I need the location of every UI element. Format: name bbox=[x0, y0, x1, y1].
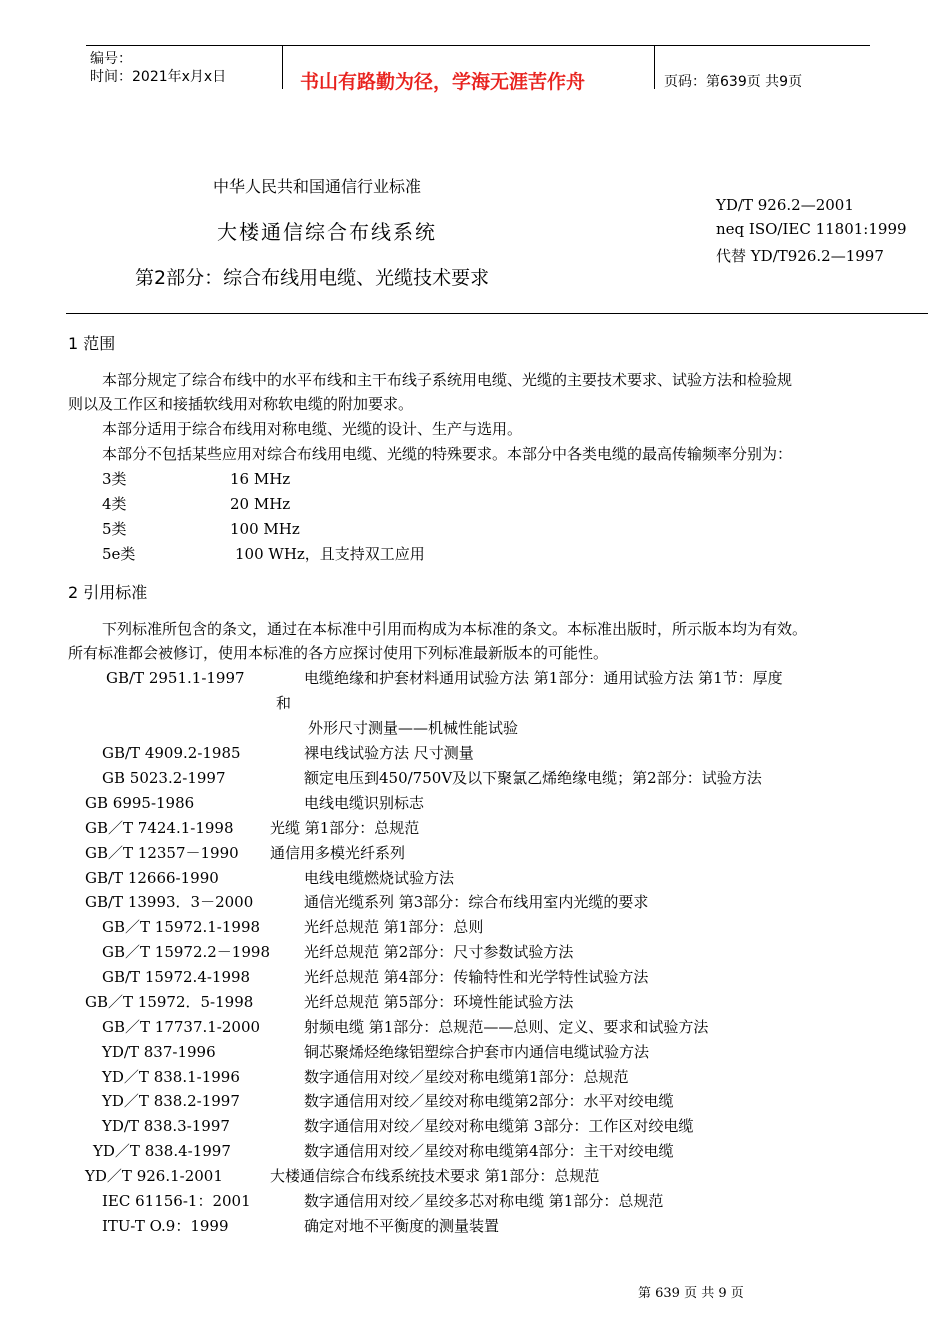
reference-title: 数字通信用对绞／星绞对称电缆第2部分：水平对绞电缆 bbox=[304, 1092, 674, 1110]
reference-title: 光纤总规范 第4部分：传输特性和光学特性试验方法 bbox=[304, 968, 649, 986]
reference-title: 光纤总规范 第2部分：尺寸参数试验方法 bbox=[304, 943, 574, 961]
section-2-paragraph-1: 下列标准所包含的条文，通过在本标准中引用而构成为本标准的条文。本标准出版时，所示版本均为有效。 bbox=[102, 620, 808, 638]
reference-code: ITU-T O.9：1999 bbox=[102, 1217, 229, 1235]
reference-title: 射频电缆 第1部分：总规范——总则、定义、要求和试验方法 bbox=[304, 1018, 709, 1036]
category-frequency: 20 MHz bbox=[230, 495, 291, 513]
footer-page-number: 第 639 页 共 9 页 bbox=[638, 1286, 744, 1301]
title-line-1: 中华人民共和国通信行业标准 bbox=[213, 177, 422, 196]
reference-code: GB 6995-1986 bbox=[85, 794, 195, 812]
reference-title: 电线电缆燃烧试验方法 bbox=[304, 869, 455, 887]
category-name: 3类 bbox=[102, 470, 127, 488]
reference-title: 额定电压到450/750V及以下聚氯乙烯绝缘电缆；第2部分：试验方法 bbox=[304, 769, 762, 787]
reference-code: GB/T 4909.2-1985 bbox=[102, 744, 241, 762]
reference-title: 外形尺寸测量——机械性能试验 bbox=[308, 719, 519, 737]
reference-code: YD／T 926.1-2001 bbox=[85, 1167, 223, 1185]
category-name: 5类 bbox=[102, 520, 127, 538]
category-name: 4类 bbox=[102, 495, 127, 513]
reference-title: 裸电线试验方法 尺寸测量 bbox=[304, 744, 474, 762]
header-motto: 书山有路勤为径，学海无涯苦作舟 bbox=[300, 71, 586, 93]
category-frequency: 100 WHz，且支持双工应用 bbox=[235, 545, 425, 563]
replaces-standard: 代替 YD/T926.2—1997 bbox=[716, 247, 884, 265]
section-2-paragraph-1-cont: 所有标准都会被修订，使用本标准的各方应探讨使用下列标准最新版本的可能性。 bbox=[68, 644, 609, 662]
reference-title: 铜芯聚烯烃绝缘铝塑综合护套市内通信电缆试验方法 bbox=[304, 1043, 650, 1061]
reference-title: 电缆绝缘和护套材料通用试验方法 第1部分：通用试验方法 第1节：厚度 bbox=[304, 669, 783, 687]
reference-title: 数字通信用对绞／星绞对称电缆第4部分：主干对绞电缆 bbox=[304, 1142, 674, 1160]
reference-code: YD/T 837-1996 bbox=[102, 1043, 216, 1061]
header-divider-right bbox=[654, 45, 655, 89]
reference-code: GB／T 15972.2－1998 bbox=[102, 943, 270, 961]
reference-code: GB／T 15972.1-1998 bbox=[102, 918, 261, 936]
equivalent-standard: neq ISO/IEC 11801:1999 bbox=[716, 220, 907, 238]
reference-title: 光缆 第1部分：总规范 bbox=[270, 819, 420, 837]
section-2-heading: 2 引用标准 bbox=[68, 583, 148, 602]
standard-code: YD/T 926.2—2001 bbox=[716, 196, 854, 214]
reference-title: 大楼通信综合布线系统技术要求 第1部分：总规范 bbox=[270, 1167, 600, 1185]
reference-title: 数字通信用对绞／星绞对称电缆第1部分：总规范 bbox=[304, 1068, 629, 1086]
reference-code: YD／T 838.1-1996 bbox=[102, 1068, 240, 1086]
reference-title: 数字通信用对绞／星绞对称电缆第 3部分：工作区对绞电缆 bbox=[304, 1117, 694, 1135]
reference-code: YD／T 838.4-1997 bbox=[93, 1142, 231, 1160]
reference-code: GB／T 17737.1-2000 bbox=[102, 1018, 261, 1036]
reference-code: IEC 61156-1：2001 bbox=[102, 1192, 251, 1210]
reference-code: GB/T 15972.4-1998 bbox=[102, 968, 251, 986]
section-1-paragraph-3: 本部分不包括某些应用对综合布线用电缆、光缆的特殊要求。本部分中各类电缆的最高传输频率分别为： bbox=[102, 445, 793, 463]
reference-title: 光纤总规范 第1部分：总则 bbox=[304, 918, 484, 936]
title-line-3: 第2部分：综合布线用电缆、光缆技术要求 bbox=[135, 267, 490, 289]
title-line-2: 大楼通信综合布线系统 bbox=[217, 220, 437, 244]
reference-title: 数字通信用对绞／星绞多芯对称电缆 第1部分：总规范 bbox=[304, 1192, 664, 1210]
category-frequency: 100 MHz bbox=[230, 520, 300, 538]
reference-title: 和 bbox=[276, 694, 292, 712]
reference-code: YD／T 838.2-1997 bbox=[102, 1092, 240, 1110]
header-divider-left bbox=[282, 45, 283, 89]
header-top-rule bbox=[86, 45, 870, 46]
reference-code: GB/T 2951.1-1997 bbox=[106, 669, 245, 687]
reference-title: 电线电缆识别标志 bbox=[304, 794, 425, 812]
reference-code: YD/T 838.3-1997 bbox=[102, 1117, 230, 1135]
title-separator-rule bbox=[66, 313, 928, 314]
section-1-paragraph-1-cont: 则以及工作区和接插软线用对称软电缆的附加要求。 bbox=[68, 395, 414, 413]
header-page-label: 页码：第639页 共9页 bbox=[664, 74, 803, 90]
reference-title: 光纤总规范 第5部分：环境性能试验方法 bbox=[304, 993, 574, 1011]
reference-code: GB/T 12666-1990 bbox=[85, 869, 219, 887]
section-1-heading: 1 范围 bbox=[68, 334, 116, 353]
category-frequency: 16 MHz bbox=[230, 470, 291, 488]
header-number-label: 编号： bbox=[90, 51, 132, 67]
reference-title: 确定对地不平衡度的测量装置 bbox=[304, 1217, 500, 1235]
category-name: 5e类 bbox=[102, 545, 136, 563]
reference-code: GB／T 15972．5-1998 bbox=[85, 993, 254, 1011]
reference-code: GB/T 13993．3－2000 bbox=[85, 893, 254, 911]
reference-code: GB／T 12357－1990 bbox=[85, 844, 239, 862]
reference-code: GB／T 7424.1-1998 bbox=[85, 819, 234, 837]
section-1-paragraph-2: 本部分适用于综合布线用对称电缆、光缆的设计、生产与选用。 bbox=[102, 420, 523, 438]
reference-code: GB 5023.2-1997 bbox=[102, 769, 226, 787]
reference-title: 通信光缆系列 第3部分：综合布线用室内光缆的要求 bbox=[304, 893, 649, 911]
header-time-label: 时间：2021年x月x日 bbox=[90, 69, 227, 85]
reference-title: 通信用多模光纤系列 bbox=[270, 844, 406, 862]
section-1-paragraph-1: 本部分规定了综合布线中的水平布线和主干布线子系统用电缆、光缆的主要技术要求、试验方法和检验规 bbox=[102, 371, 793, 389]
